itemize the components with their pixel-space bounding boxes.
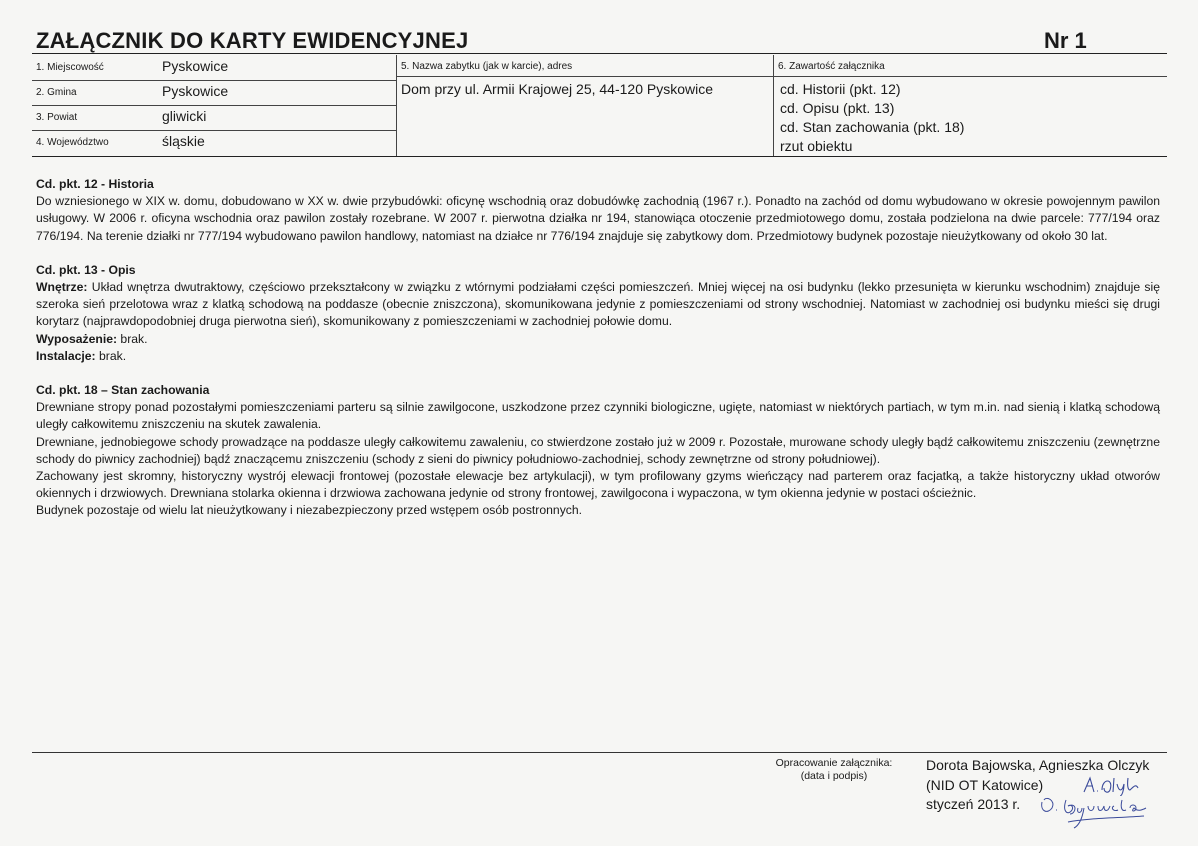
section-heading: Cd. pkt. 18 – Stan zachowania <box>36 383 210 398</box>
section-condition <box>36 382 1160 520</box>
paragraph-installations <box>36 348 1160 365</box>
attachment-number: Nr 1 <box>1044 28 1087 53</box>
field-label: 4. Województwo <box>36 137 109 148</box>
equipment-label: Wyposażenie: <box>36 331 118 346</box>
interior-text: Układ wnętrza dwutraktowy, częściowo przekształcony w związku z wtórnymi podziałami części pomieszczeń. Mniej więcej na osi budynku (lekko przesunięta w kierunku wschodnim) znajduje się szeroka sień przelotowa wraz z klatką schodową na poddasze (obecnie zniszczona), skomunikowana jedynie z pomieszczeniami od strony wschodniej. Natomiast w zachodniej osi budynku mieści się drugi korytarz (najprawdopodobniej druga pierwotna sień), skomunikowany z pomieszczeniami w zachodniej połowie domu. <box>36 280 1160 329</box>
date: styczeń 2013 r. <box>926 796 1021 812</box>
field-row-commune <box>32 80 396 106</box>
field-value: śląskie <box>162 133 205 149</box>
list-item: cd. Stan zachowania (pkt. 18) <box>780 119 965 135</box>
field-label: 2. Gmina <box>36 87 77 98</box>
section-heading: Cd. pkt. 13 - Opis <box>36 262 136 277</box>
paragraph-equipment <box>36 331 1160 348</box>
field-label: 3. Powiat <box>36 112 78 123</box>
attachment-contents-cell <box>773 55 1167 156</box>
list-item: cd. Historii (pkt. 12) <box>780 81 901 97</box>
signature-bajowska <box>1038 792 1148 832</box>
authors-names: Dorota Bajowska, Agnieszka Olczyk <box>926 757 1150 773</box>
prepared-by-label-line: Opracowanie załącznika: <box>775 757 893 769</box>
field-value: gliwicki <box>162 108 207 124</box>
list-item: cd. Opisu (pkt. 13) <box>780 100 895 116</box>
section-heading: Cd. pkt. 12 - Historia <box>36 177 154 191</box>
paragraph: Do wzniesionego w XIX w. domu, dobudowano w XX w. dwie przybudówki: oficynę wschodnią oraz dobudówkę zachodnią (1967 r.). Ponadto na zachód od domu wybudowano w okresie powojennym pawilon usługowy. W 2006 r. oficyna wschodnia oraz pawilon zostały rozebrane. W 2007 r. pierwotna działka nr 194, stanowiąca otoczenie przedmiotowego domu, została podzielona na dwie parcele: 777/194 oraz 776/194. Na terenie działki nr 777/194 wybudowano pawilon handlowy, natomiast na działce nr 776/194 znajduje się zabytkowy dom. Przedmiotowy budynek pozostaje nieużytkowany od około 30 lat. <box>36 194 1160 243</box>
field-value: Pyskowice <box>162 83 229 99</box>
metadata-table <box>32 55 1167 157</box>
field-row-voivodeship <box>32 130 396 155</box>
installations-text: brak. <box>95 348 127 363</box>
attachment-contents-label: 6. Zawartość załącznika <box>778 61 885 72</box>
attachment-contents-list <box>780 80 964 156</box>
monument-address: Dom przy ul. Armii Krajowej 25, 44-120 Pyskowice <box>401 81 714 97</box>
monument-label: 5. Nazwa zabytku (jak w karcie), adres <box>401 61 573 72</box>
section-history <box>36 176 1160 245</box>
list-item: rzut obiektu <box>780 138 853 154</box>
document-title: ZAŁĄCZNIK DO KARTY EWIDENCYJNEJ <box>36 28 469 53</box>
paragraph: Zachowany jest skromny, historyczny wystrój elewacji frontowej (pozostałe elewacje bez artykulacji), w tym profilowany gzyms wieńczący nad parterem oraz facjatką, a także historyczny układ otworów okiennych i drzwiowych. Drewniana stolarka okienna i drzwiowa zachowana jedynie od strony frontowej, zawilgocona i wypaczona, w tym okienna jedynie w postaci ościeżnic. <box>36 469 1160 501</box>
equipment-text: brak. <box>117 331 148 346</box>
paragraph: Drewniane stropy ponad pozostałymi pomieszczeniami parteru są silnie zawilgocone, uszkodzone przez czynniki biologiczne, ugięte, natomiast w niektórych partiach, w tym m.in. nad sienią i klatką schodową uległy całkowitemu zniszczeniu na skutek zawalenia. <box>36 400 1160 432</box>
field-label: 1. Miejscowość <box>36 62 104 73</box>
institution: (NID OT Katowice) <box>926 776 1044 793</box>
paragraph-interior <box>36 279 1160 331</box>
prepared-by-label <box>760 757 908 783</box>
date-and-signature-label: (data i podpis) <box>800 770 868 782</box>
monument-cell <box>396 55 774 156</box>
field-row-locality <box>32 55 396 81</box>
field-value: Pyskowice <box>162 58 229 74</box>
installations-label: Instalacje: <box>36 348 96 363</box>
footer-rule <box>32 752 1167 753</box>
location-fields <box>32 55 397 156</box>
paragraph: Drewniane, jednobiegowe schody prowadzące na poddasze uległy całkowitemu zawaleniu, co stwierdzone zostało już w 2009 r. Pozostałe, murowane schody uległy bądź całkowitemu zniszczeniu (zewnętrzne schody do piwnicy zachodniej) bądź znaczącemu zniszczeniu (schody z sieni do piwnicy południowo-zachodniej, schody zewnętrzne od strony południowej). <box>36 434 1160 466</box>
top-rule <box>32 53 1167 54</box>
interior-label: Wnętrze: <box>36 280 88 295</box>
section-description <box>36 262 1160 365</box>
field-row-county <box>32 105 396 131</box>
paragraph: Budynek pozostaje od wielu lat nieużytkowany i niezabezpieczony przed wstępem osób postronnych. <box>36 503 583 518</box>
header-rule <box>396 76 773 77</box>
document-body <box>36 176 1160 537</box>
header-rule <box>773 76 1167 77</box>
